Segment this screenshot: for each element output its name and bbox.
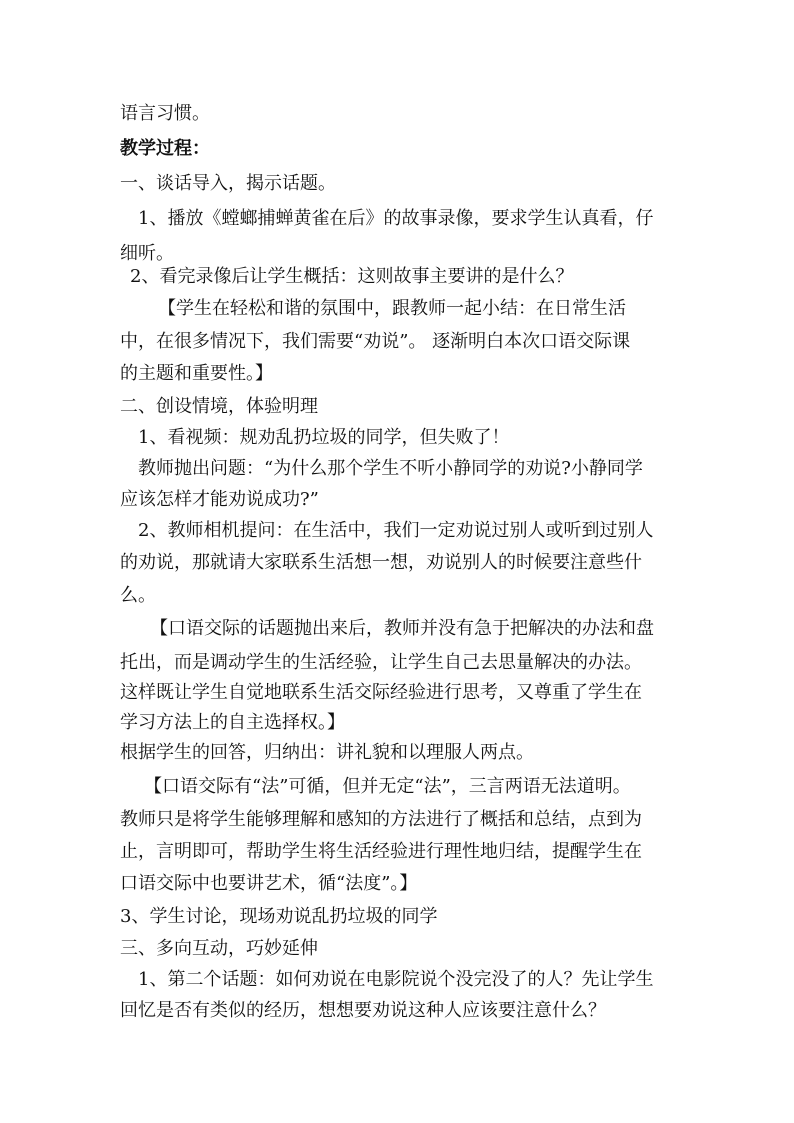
- text-line: 这样既让学生自觉地联系生活交际经验进行思考，又尊重了学生在: [120, 682, 642, 703]
- text-line: 止，言明即可，帮助学生将生活经验进行理性地归结，提醒学生在: [120, 841, 642, 862]
- text-line: 根据学生的回答，归纳出：讲礼貌和以理服人两点。: [120, 742, 534, 763]
- text-line: 中，在很多情况下，我们需要“劝说”。 逐渐明白本次口语交际课: [120, 331, 631, 352]
- text-line: 应该怎样才能劝说成功?”: [120, 489, 319, 510]
- text-line: 托出，而是调动学生的生活经验，让学生自己去思量解决的办法。: [120, 652, 642, 673]
- text-line: 的主题和重要性。】: [120, 363, 273, 384]
- text-line: 1、第二个话题：如何劝说在电影院说个没完没了的人？先让学生: [138, 969, 654, 990]
- section-heading: 二、创设情境，体验明理: [120, 396, 318, 417]
- section-heading: 三、多向互动，巧妙延伸: [120, 938, 318, 959]
- text-line: 【口语交际有“法”可循，但并无定“法”，三言两语无法道明。: [144, 776, 631, 797]
- text-line: 1、播放《螳螂捕蝉黄雀在后》的故事录像，要求学生认真看，仔: [138, 208, 654, 229]
- text-line: 教师只是将学生能够理解和感知的方法进行了概括和总结，点到为: [120, 809, 642, 830]
- section-heading: 教学过程：: [120, 138, 210, 159]
- section-heading: 一、谈话导入，揭示话题。: [120, 173, 336, 194]
- text-line: 回忆是否有类似的经历，想想要劝说这种人应该要注意什么？: [120, 1000, 606, 1021]
- text-line: 2、教师相机提问：在生活中，我们一定劝说过别人或听到过别人: [138, 520, 654, 541]
- text-line: 【口语交际的话题抛出来后，教师并没有急于把解决的办法和盘: [150, 618, 654, 639]
- text-line: 教师抛出问题：“为什么那个学生不听小静同学的劝说?小静同学: [138, 458, 643, 479]
- text-line: 3、学生讨论，现场劝说乱扔垃圾的同学: [120, 906, 438, 927]
- text-line: 细听。: [120, 243, 174, 264]
- text-line: 的劝说，那就请大家联系生活想一想，劝说别人的时候要注意些什: [120, 552, 642, 573]
- text-line: 1、看视频：规劝乱扔垃圾的同学，但失败了！: [138, 427, 510, 448]
- text-line: 口语交际中也要讲艺术，循“法度”。】: [120, 873, 418, 894]
- text-line: 么。: [120, 585, 156, 606]
- text-line: 【学生在轻松和谐的氛围中，跟教师一起小结：在日常生活: [158, 298, 626, 319]
- text-line: 语言习惯。: [120, 103, 210, 124]
- text-line: 学习方法上的自主选择权。】: [120, 712, 345, 733]
- text-line: 2、看完录像后让学生概括：这则故事主要讲的是什么？: [130, 266, 574, 287]
